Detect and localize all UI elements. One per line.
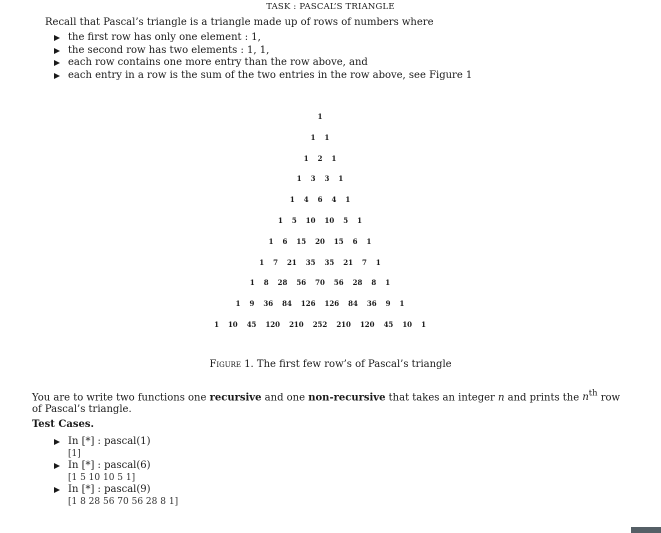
test-cases-heading: Test Cases. (32, 419, 94, 430)
triangle-entry: 70 (315, 278, 325, 288)
triangle-entry: 3 (310, 174, 316, 184)
triangle-row (200, 216, 440, 225)
list-item: each entry in a row is the sum of the two entries in the row above, see Figure 1 (54, 70, 472, 83)
triangle-entry: 1 (303, 153, 309, 163)
pascal-triangle-figure (200, 112, 440, 337)
triangle-row (200, 195, 440, 204)
bullet-arrow-icon (54, 73, 60, 79)
triangle-entry: 1 (259, 257, 265, 267)
triangle-row (200, 133, 440, 142)
test-output: [1 8 28 56 70 56 28 8 1] (68, 497, 179, 507)
triangle-entry: 36 (263, 299, 274, 309)
triangle-row (200, 237, 440, 246)
task-title: TASK : PASCAL’S TRIANGLE (266, 2, 395, 12)
triangle-entry: 1 (289, 195, 295, 205)
list-item: the second row has two elements : 1, 1, (54, 45, 472, 58)
nth-term: $n^{th}$ (582, 388, 598, 404)
triangle-entry: 1 (331, 153, 337, 163)
triangle-entry: 126 (324, 299, 340, 309)
triangle-entry: 84 (282, 299, 292, 309)
triangle-row (200, 258, 440, 267)
triangle-entry: 1 (214, 320, 219, 329)
triangle-entry: 10 (402, 320, 413, 329)
triangle-entry: 6 (282, 236, 288, 246)
triangle-row (200, 174, 440, 183)
test-input: In [*] : pascal(9) (68, 484, 151, 495)
triangle-entry: 1 (310, 132, 316, 142)
recursive-term: recursive (209, 392, 262, 404)
triangle-entry: 1 (338, 174, 344, 184)
triangle-entry: 1 (375, 257, 381, 267)
triangle-entry: 15 (333, 236, 344, 246)
definition-list (54, 32, 472, 82)
caption-text: The first few row’s of Pascal’s triangle (256, 359, 452, 370)
non-recursive-term: non-recursive (308, 392, 386, 404)
triangle-entry: 1 (421, 320, 426, 329)
triangle-entry: 21 (287, 257, 297, 267)
triangle-entry: 10 (227, 320, 238, 329)
triangle-entry: 1 (268, 236, 274, 246)
triangle-entry: 36 (366, 299, 377, 309)
test-cases-list (54, 436, 178, 508)
triangle-entry: 1 (345, 195, 351, 205)
triangle-entry: 7 (362, 257, 367, 267)
test-input: In [*] : pascal(1) (68, 436, 151, 447)
triangle-entry: 28 (277, 278, 288, 288)
list-item (54, 484, 178, 508)
list-item (54, 436, 178, 460)
triangle-entry: 1 (385, 278, 391, 288)
triangle-entry: 7 (273, 257, 278, 267)
test-input: In [*] : pascal(6) (68, 460, 151, 471)
triangle-entry: 6 (317, 195, 323, 205)
bullet-arrow-icon (54, 487, 60, 493)
triangle-entry: 28 (352, 278, 363, 288)
triangle-row (200, 112, 440, 121)
triangle-entry: 6 (352, 236, 358, 246)
bullet-arrow-icon (54, 35, 60, 41)
triangle-entry: 84 (348, 299, 358, 309)
variable-n: n (498, 392, 505, 404)
list-item: the first row has only one element : 1, (54, 32, 472, 45)
triangle-entry: 56 (333, 278, 344, 288)
triangle-entry: 45 (383, 320, 394, 329)
triangle-entry: 3 (324, 174, 330, 184)
triangle-entry: 2 (317, 153, 323, 163)
bullet-arrow-icon (54, 463, 60, 469)
triangle-row (200, 154, 440, 163)
triangle-entry: 1 (324, 132, 330, 142)
triangle-entry: 10 (305, 216, 316, 225)
triangle-entry: 1 (296, 174, 302, 184)
triangle-row (200, 278, 440, 287)
triangle-entry: 210 (336, 320, 351, 329)
list-item: each row contains one more entry than the row above, and (54, 57, 472, 70)
triangle-entry: 1 (317, 112, 323, 121)
figure-caption (0, 359, 661, 370)
test-output: [1] (68, 449, 81, 459)
triangle-entry: 8 (371, 278, 377, 288)
corner-tab (631, 527, 661, 533)
triangle-entry: 20 (315, 236, 325, 246)
triangle-entry: 120 (265, 320, 281, 329)
triangle-entry: 4 (303, 195, 309, 205)
triangle-entry: 56 (296, 278, 307, 288)
triangle-entry: 120 (359, 320, 375, 329)
triangle-entry: 1 (249, 278, 255, 288)
triangle-entry: 21 (343, 257, 353, 267)
triangle-entry: 1 (399, 299, 405, 309)
bullet-arrow-icon (54, 48, 60, 54)
triangle-entry: 9 (385, 299, 391, 309)
triangle-row (200, 320, 440, 329)
triangle-entry: 210 (289, 320, 304, 329)
triangle-entry: 5 (291, 216, 297, 225)
triangle-entry: 35 (324, 257, 335, 267)
list-item (54, 460, 178, 484)
triangle-row (200, 299, 440, 308)
triangle-entry: 252 (312, 320, 328, 329)
triangle-entry: 45 (246, 320, 257, 329)
test-output: [1 5 10 10 5 1] (68, 473, 136, 483)
triangle-entry: 1 (366, 236, 372, 246)
triangle-entry: 15 (296, 236, 307, 246)
bullet-arrow-icon (54, 60, 60, 66)
triangle-entry: 1 (235, 299, 241, 309)
triangle-entry: 5 (343, 216, 349, 225)
triangle-entry: 10 (324, 216, 335, 225)
triangle-entry: 1 (278, 216, 283, 225)
task-description: You are to write two functions one recursive and one non-recursive that takes an integer n and prints the $n^{th}$ row of Pascal’s triangle. (32, 388, 621, 416)
intro-text: Recall that Pascal’s triangle is a triangle made up of rows of numbers where (45, 17, 434, 28)
bullet-arrow-icon (54, 439, 60, 445)
triangle-entry: 8 (263, 278, 269, 288)
triangle-entry: 1 (357, 216, 362, 225)
triangle-entry: 9 (249, 299, 255, 309)
figure-label: Figure 1. (209, 359, 254, 370)
triangle-entry: 35 (305, 257, 316, 267)
triangle-entry: 126 (300, 299, 316, 309)
triangle-entry: 4 (331, 195, 337, 205)
